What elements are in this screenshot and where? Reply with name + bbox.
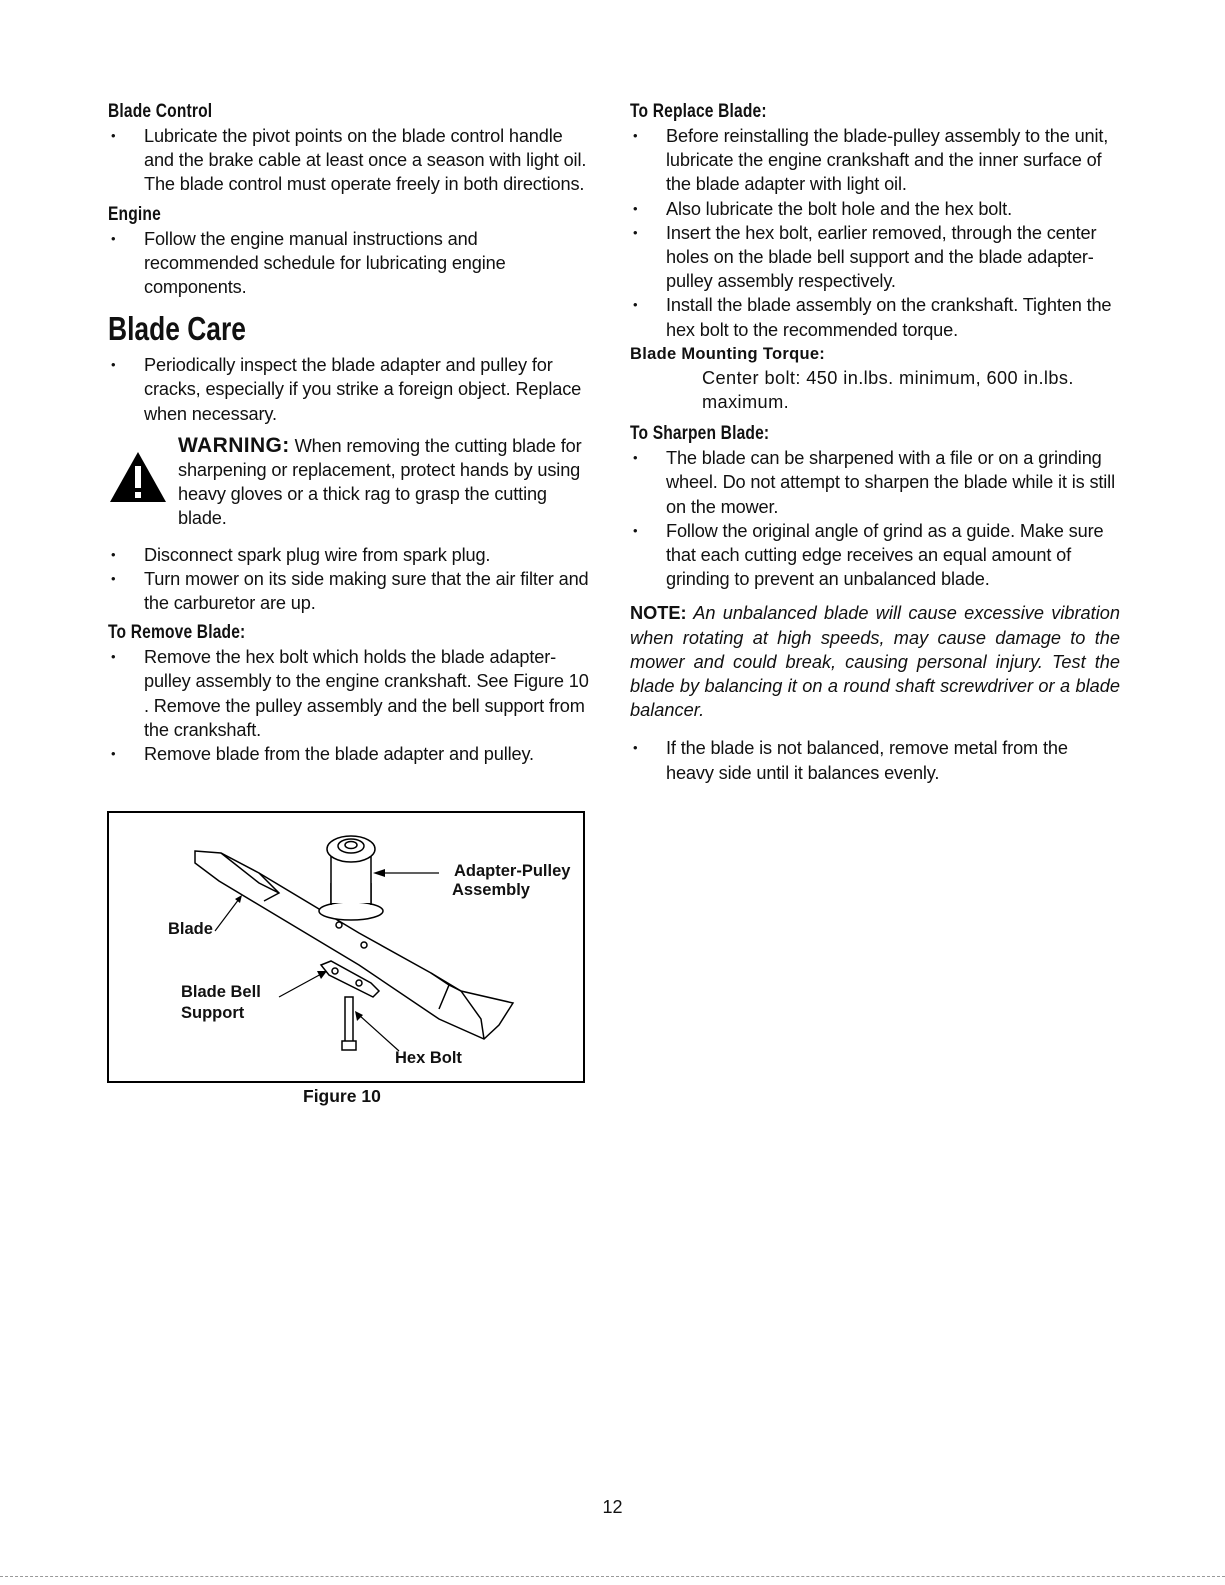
replace-blade-list: [630, 124, 1120, 342]
figure-caption: Figure 10: [303, 1086, 381, 1106]
list-item: • Turn mower on its side making sure that the air filter and the carburetor are up.: [108, 567, 594, 615]
figure-10-box: [107, 811, 585, 1083]
replace-blade-heading: To Replace Blade:: [630, 101, 767, 122]
warning-body: When removing the cutting blade for sharpening or replacement, protect hands by using heavy gloves or a thick rag to grasp the cutting blade.: [178, 435, 582, 529]
warning-text: [178, 434, 594, 531]
list-item: • Insert the hex bolt, earlier removed, through the center holes on the blade bell support and the blade adapter-pulley assembly respectively.: [630, 221, 1120, 294]
warning-block: [108, 434, 594, 531]
warning-triangle-icon: [108, 450, 168, 504]
list-item: • If the blade is not balanced, remove metal from the heavy side until it balances evenly.: [630, 736, 1120, 784]
remove-blade-list: [108, 645, 594, 766]
balance-list: [630, 736, 1120, 784]
sharpen-blade-list: [630, 446, 1120, 591]
list-item: • Remove blade from the blade adapter and pulley.: [108, 742, 594, 766]
note-label: NOTE:: [630, 603, 687, 624]
note-paragraph: [630, 601, 1120, 722]
precaution-list: [108, 543, 594, 616]
adapter-pulley-label-line2: Assembly: [452, 881, 530, 899]
page-number: 12: [602, 1497, 623, 1517]
engine-list: [108, 227, 594, 300]
blade-control-heading: Blade Control: [108, 101, 213, 122]
sharpen-blade-heading: To Sharpen Blade:: [630, 423, 770, 445]
list-item: • Install the blade assembly on the crankshaft. Tighten the hex bolt to the recommended torque.: [630, 293, 1120, 341]
hex-bolt-label: Hex Bolt: [395, 1049, 462, 1067]
blade-bell-label-line2: Support: [181, 1004, 245, 1022]
list-item: • Lubricate the pivot points on the blade control handle and the brake cable at least once a season with light oil. The blade control must operate freely in both directions.: [108, 124, 594, 197]
blade-label: Blade: [168, 920, 213, 938]
blade-control-list: [108, 124, 594, 197]
blade-bell-label-line1: Blade Bell: [181, 983, 261, 1001]
remove-blade-heading: To Remove Blade:: [108, 622, 246, 644]
list-item: • Also lubricate the bolt hole and the hex bolt.: [630, 197, 1120, 221]
list-item: • Before reinstalling the blade-pulley assembly to the unit, lubricate the engine crankshaft and the inner surface of the blade adapter with light oil.: [630, 124, 1120, 197]
blade-care-list: [108, 353, 594, 426]
left-column: [108, 100, 594, 772]
right-column: [630, 100, 1120, 791]
torque-spec: Center bolt: 450 in.lbs. minimum, 600 in.lbs. maximum.: [702, 367, 1074, 413]
engine-heading: Engine: [108, 203, 161, 225]
torque-heading: Blade Mounting Torque:: [630, 344, 826, 363]
list-item: • The blade can be sharpened with a file or on a grinding wheel. Do not attempt to sharpen the blade while it is still on the mower.: [630, 446, 1120, 519]
list-item: • Remove the hex bolt which holds the blade adapter-pulley assembly to the engine crankshaft. See Figure 10 . Remove the pulley assembly and the bell support from the crankshaft.: [108, 645, 594, 742]
blade-care-heading: Blade Care: [108, 310, 246, 348]
list-item: • Disconnect spark plug wire from spark plug.: [108, 543, 594, 567]
list-item: • Periodically inspect the blade adapter and pulley for cracks, especially if you strike a foreign object. Replace when necessary.: [108, 353, 594, 426]
adapter-pulley-label-line1: Adapter-Pulley: [454, 862, 571, 880]
note-body: An unbalanced blade will cause excessive vibration when rotating at high speeds, may cause damage to the mower and could break, causing personal injury. Test the blade by balancing it on a round shaft screwdriver or a blade balancer.: [630, 603, 1120, 721]
warning-label: WARNING:: [178, 433, 290, 457]
list-item: • Follow the original angle of grind as a guide. Make sure that each cutting edge receives an equal amount of grinding to prevent an unbalanced blade.: [630, 519, 1120, 592]
list-item: • Follow the engine manual instructions and recommended schedule for lubricating engine components.: [108, 227, 594, 300]
blade-assembly-illustration: [109, 813, 583, 1081]
bottom-divider: [0, 1576, 1225, 1577]
